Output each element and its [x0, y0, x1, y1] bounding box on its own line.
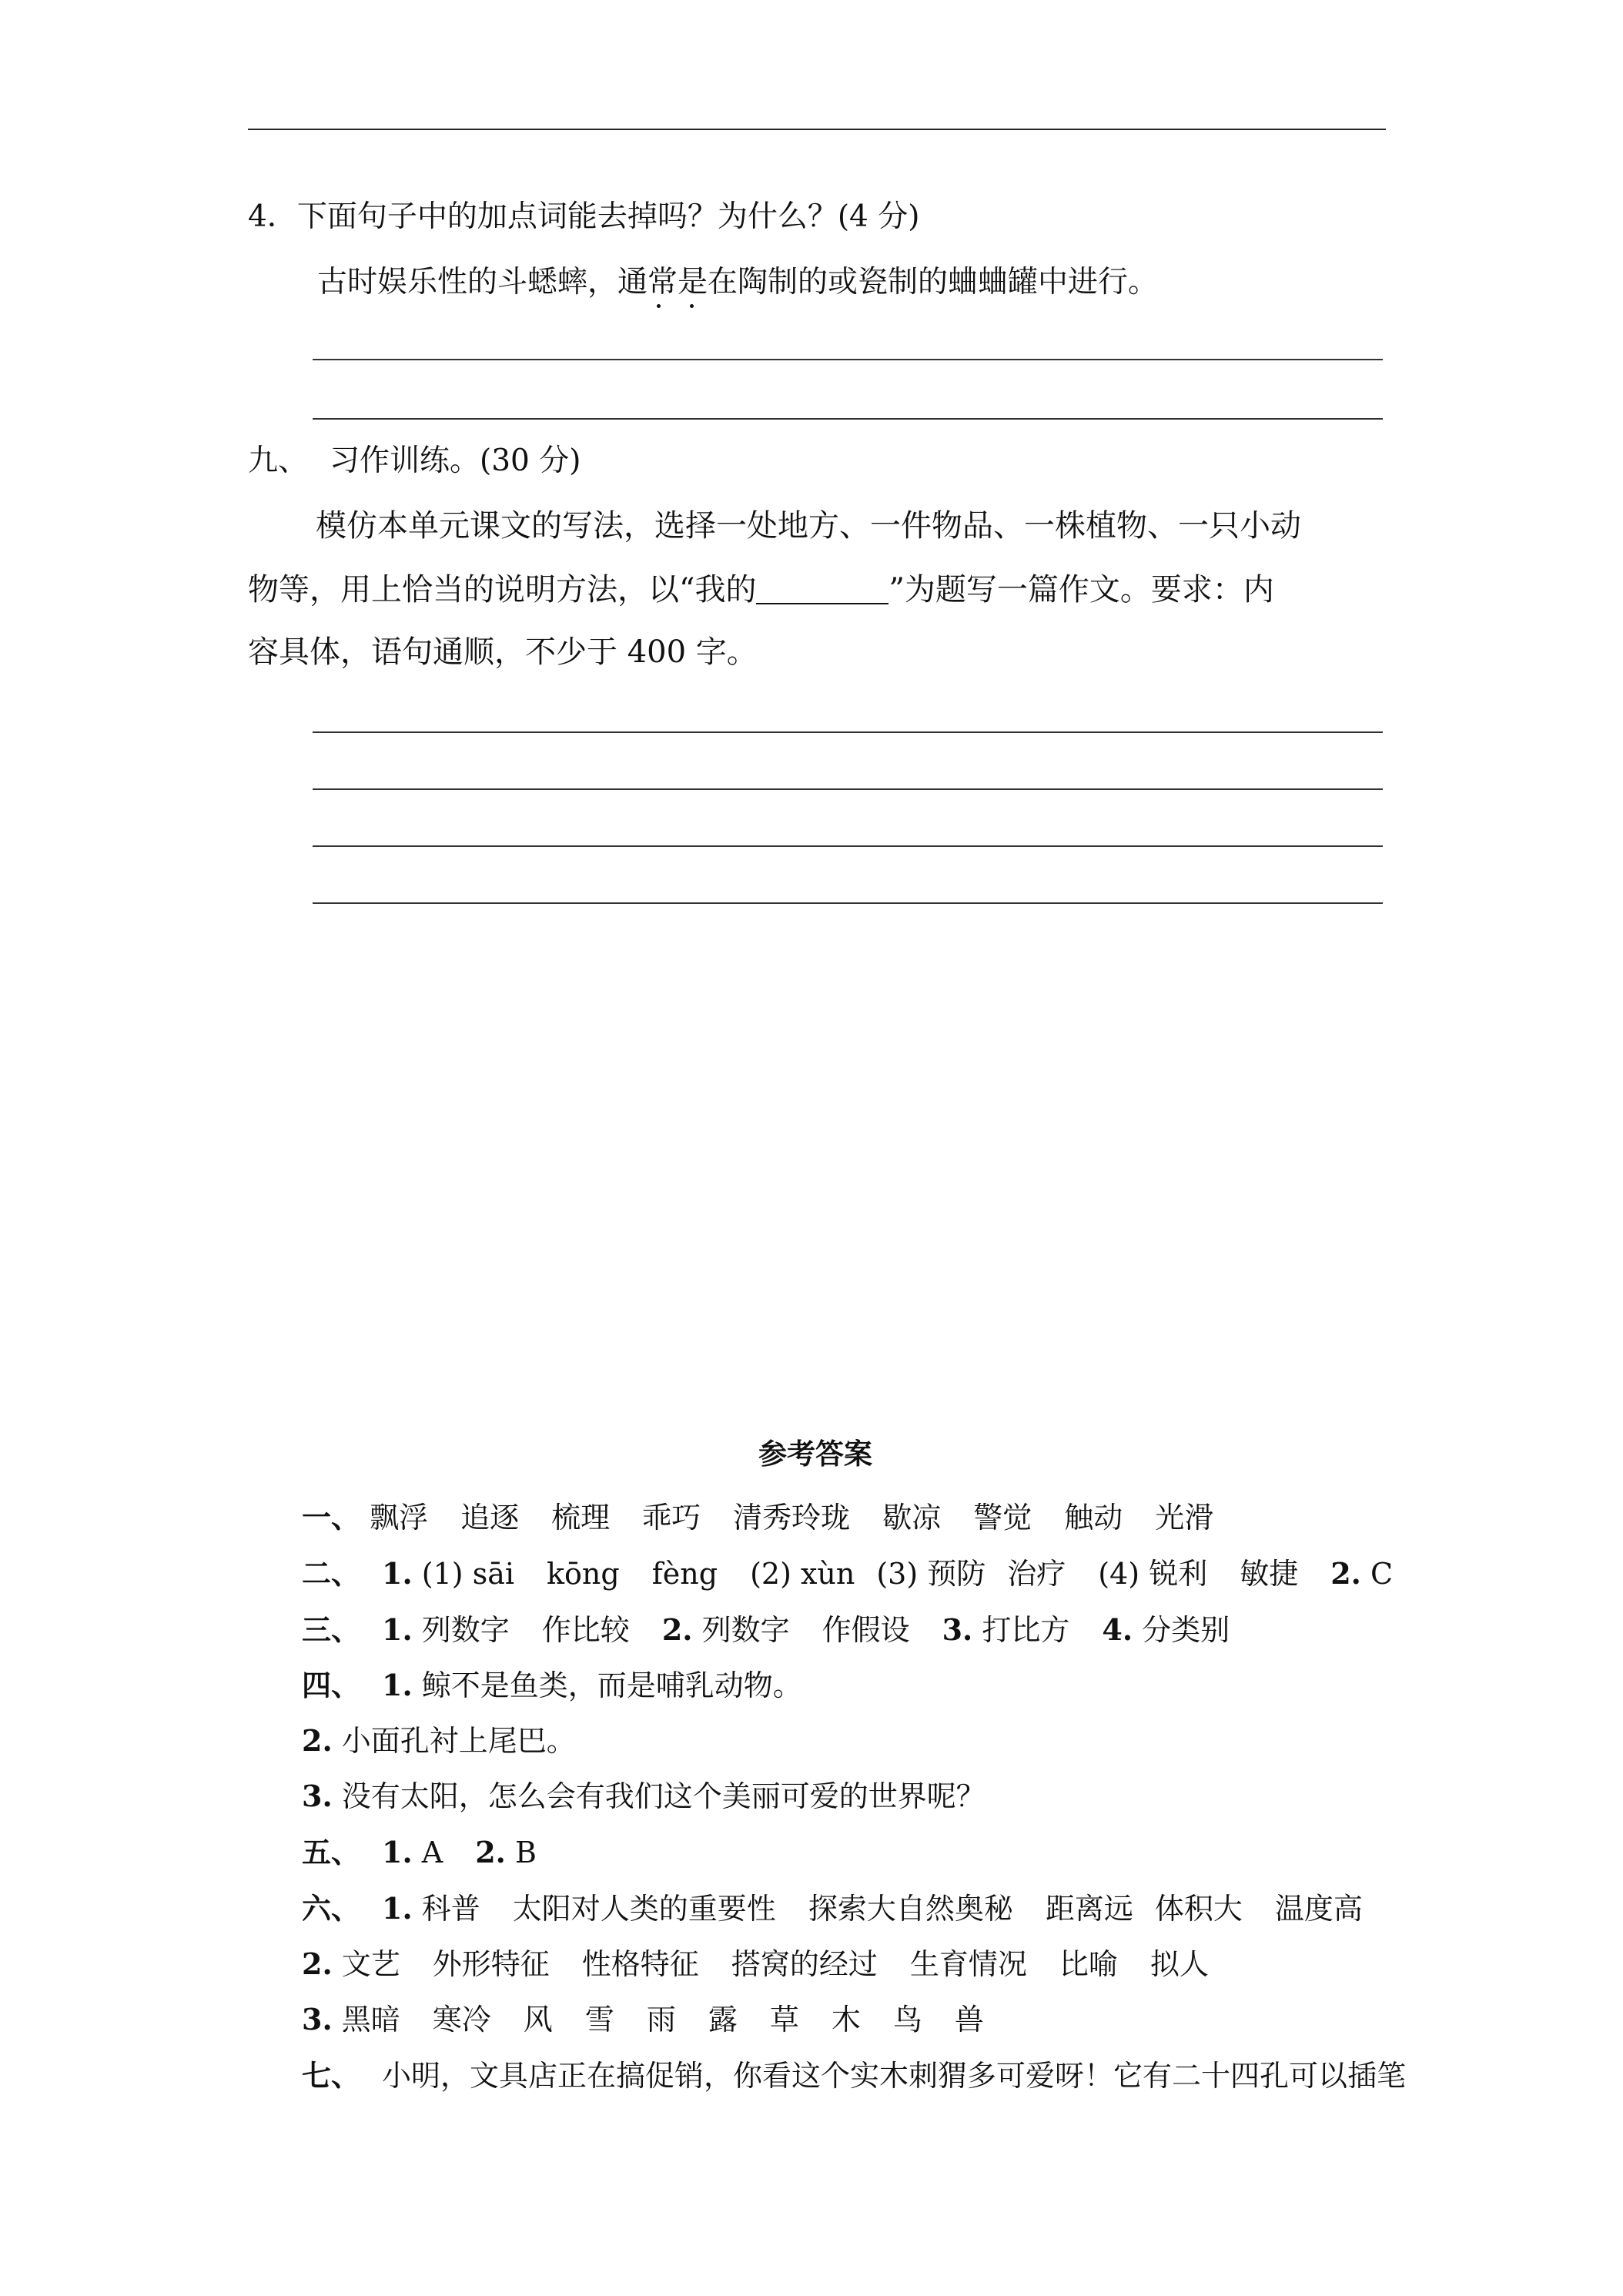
answer-num: 1.	[382, 1668, 413, 1702]
answer-word: 生育情况	[909, 1947, 1027, 1981]
answer-word: 温度高	[1274, 1892, 1363, 1926]
q9-line3: 容具体，语句通顺，不少于 400 字。	[248, 634, 758, 670]
answer-3	[302, 1612, 1230, 1648]
answer-word: 黑暗	[341, 2003, 400, 2037]
answer-word: 清秀玲珑	[733, 1501, 851, 1535]
answer-word: 歇凉	[882, 1501, 942, 1535]
answer-word: 体积大	[1154, 1892, 1243, 1926]
answer-6-num: 六、	[302, 1891, 361, 1926]
answer-word: B	[515, 1836, 537, 1869]
q4-sentence	[317, 264, 1158, 301]
answer-word: (3) 预防	[876, 1557, 986, 1591]
answer-3-num: 三、	[302, 1612, 361, 1647]
writing-line	[313, 731, 1383, 733]
q9-line2-b: ”为题写一篇作文。要求：内	[888, 572, 1274, 607]
answer-word: 追逐	[460, 1501, 520, 1535]
answer-num: 3.	[942, 1612, 973, 1647]
answer-word: 触动	[1064, 1501, 1123, 1535]
answer-word: kōng	[547, 1557, 620, 1591]
answer-word: 距离远	[1045, 1892, 1133, 1926]
answer-word: 飘浮	[370, 1501, 429, 1535]
answer-6-line1	[302, 1890, 1363, 1927]
answer-word: 敏捷	[1240, 1557, 1299, 1591]
answer-word: 拟人	[1149, 1947, 1209, 1981]
answer-word: 探索大自然奥秘	[808, 1892, 1013, 1926]
answer-7	[302, 2057, 1406, 2094]
answer-word: 列数字	[421, 1613, 510, 1647]
answer-word: 梳理	[551, 1501, 611, 1535]
answer-word: 兽	[954, 2003, 984, 2037]
blank-underline	[756, 575, 888, 604]
answer-word: 打比方	[982, 1613, 1070, 1647]
answer-word: 性格特征	[581, 1947, 699, 1981]
q9-heading	[248, 443, 581, 480]
answer-num: 1.	[382, 1556, 413, 1591]
answer-word: 作假设	[822, 1613, 910, 1647]
answer-word: 风	[523, 2003, 553, 2037]
answer-word: A	[421, 1836, 443, 1869]
answer-word: C	[1370, 1557, 1394, 1591]
answer-num: 1.	[382, 1835, 413, 1869]
answer-word: 比喻	[1059, 1947, 1118, 1981]
answer-5	[302, 1834, 537, 1871]
q9-heading-text: 习作训练。(30 分)	[330, 443, 581, 478]
answer-7-num: 七、	[302, 2058, 361, 2093]
answer-word: 乖巧	[642, 1501, 701, 1535]
answer-num: 1.	[382, 1891, 413, 1926]
top-rule	[248, 129, 1386, 130]
answer-6-line3	[302, 2001, 984, 2038]
answer-num: 1.	[382, 1612, 413, 1647]
answer-num: 2.	[475, 1835, 506, 1869]
answer-line	[313, 359, 1383, 360]
answer-num: 3.	[302, 2002, 333, 2037]
q4-sentence-after: 是在陶制的或瓷制的蛐蛐罐中进行。	[678, 265, 1159, 300]
answer-word: 作比较	[541, 1613, 630, 1647]
answer-text: 没有太阳，怎么会有我们这个美丽可爱的世界呢？	[341, 1779, 986, 1813]
q9-line2-a: 物等，用上恰当的说明方法，以“我的	[248, 572, 757, 607]
q9-line2	[248, 571, 1274, 608]
q4-prompt: 4．下面句子中的加点词能去掉吗？为什么？(4 分)	[248, 199, 920, 234]
answer-4-line1	[302, 1667, 802, 1704]
answer-word: (1) sāi	[421, 1557, 514, 1591]
writing-line	[313, 845, 1383, 847]
emphasis-dot	[657, 304, 661, 308]
answer-num: 4.	[1102, 1612, 1133, 1647]
answer-word: 列数字	[701, 1613, 790, 1647]
answer-word: 警觉	[973, 1501, 1032, 1535]
answer-num: 2.	[302, 1723, 333, 1758]
answer-word: 太阳对人类的重要性	[512, 1892, 776, 1926]
answer-word: 鸟	[892, 2003, 922, 2037]
answer-word: fèng	[651, 1557, 718, 1591]
q4-sentence-before: 古时娱乐性的斗蟋蟀，	[317, 265, 618, 300]
answer-word: 治疗	[1007, 1557, 1066, 1591]
q4-dotted-word: 通常	[617, 265, 678, 300]
answer-word: 分类别	[1142, 1613, 1230, 1647]
answer-6-line2	[302, 1946, 1209, 1983]
answer-2-num: 二、	[302, 1556, 361, 1591]
answers-title: 参考答案	[758, 1438, 872, 1471]
q9-line1: 模仿本单元课文的写法，选择一处地方、一件物品、一株植物、一只小动	[316, 508, 1301, 544]
answer-word: (2) xùn	[750, 1557, 855, 1591]
answer-word: 寒冷	[432, 2003, 491, 2037]
answer-text: 鲸不是鱼类，而是哺乳动物。	[421, 1668, 802, 1702]
answer-word: 露	[708, 2003, 738, 2037]
answer-word: 科普	[421, 1892, 480, 1926]
answer-word: 搭窝的经过	[731, 1947, 878, 1981]
answer-5-num: 五、	[302, 1835, 361, 1869]
emphasis-dot	[690, 304, 694, 308]
answer-word: 雨	[646, 2003, 676, 2037]
answer-word: 外形特征	[432, 1947, 550, 1981]
answer-text: 小明，文具店正在搞促销，你看这个实木刺猬多可爱呀！它有二十四孔可以插笔	[382, 2059, 1407, 2093]
answer-word: 文艺	[341, 1947, 400, 1981]
answer-text: 小面孔衬上尾巴。	[341, 1724, 576, 1758]
answer-4-line2	[302, 1722, 576, 1759]
answer-word: 木	[831, 2003, 861, 2037]
answer-num: 2.	[661, 1612, 693, 1647]
answer-num: 2.	[1330, 1556, 1361, 1591]
answer-line	[313, 418, 1383, 420]
answer-word: 草	[769, 2003, 799, 2037]
q9-heading-num: 九、	[248, 443, 309, 478]
answer-num: 3.	[302, 1779, 333, 1813]
answer-word: (4) 锐利	[1098, 1557, 1208, 1591]
answer-word: 光滑	[1155, 1501, 1214, 1535]
answer-num: 2.	[302, 1946, 333, 1981]
answer-4-num: 四、	[302, 1668, 361, 1702]
answer-1	[302, 1499, 1213, 1536]
writing-line	[313, 788, 1383, 790]
writing-line	[313, 902, 1383, 904]
answer-4-line3	[302, 1778, 986, 1815]
answer-2	[302, 1555, 1393, 1592]
answer-1-num: 一、	[302, 1500, 361, 1535]
answer-word: 雪	[584, 2003, 614, 2037]
